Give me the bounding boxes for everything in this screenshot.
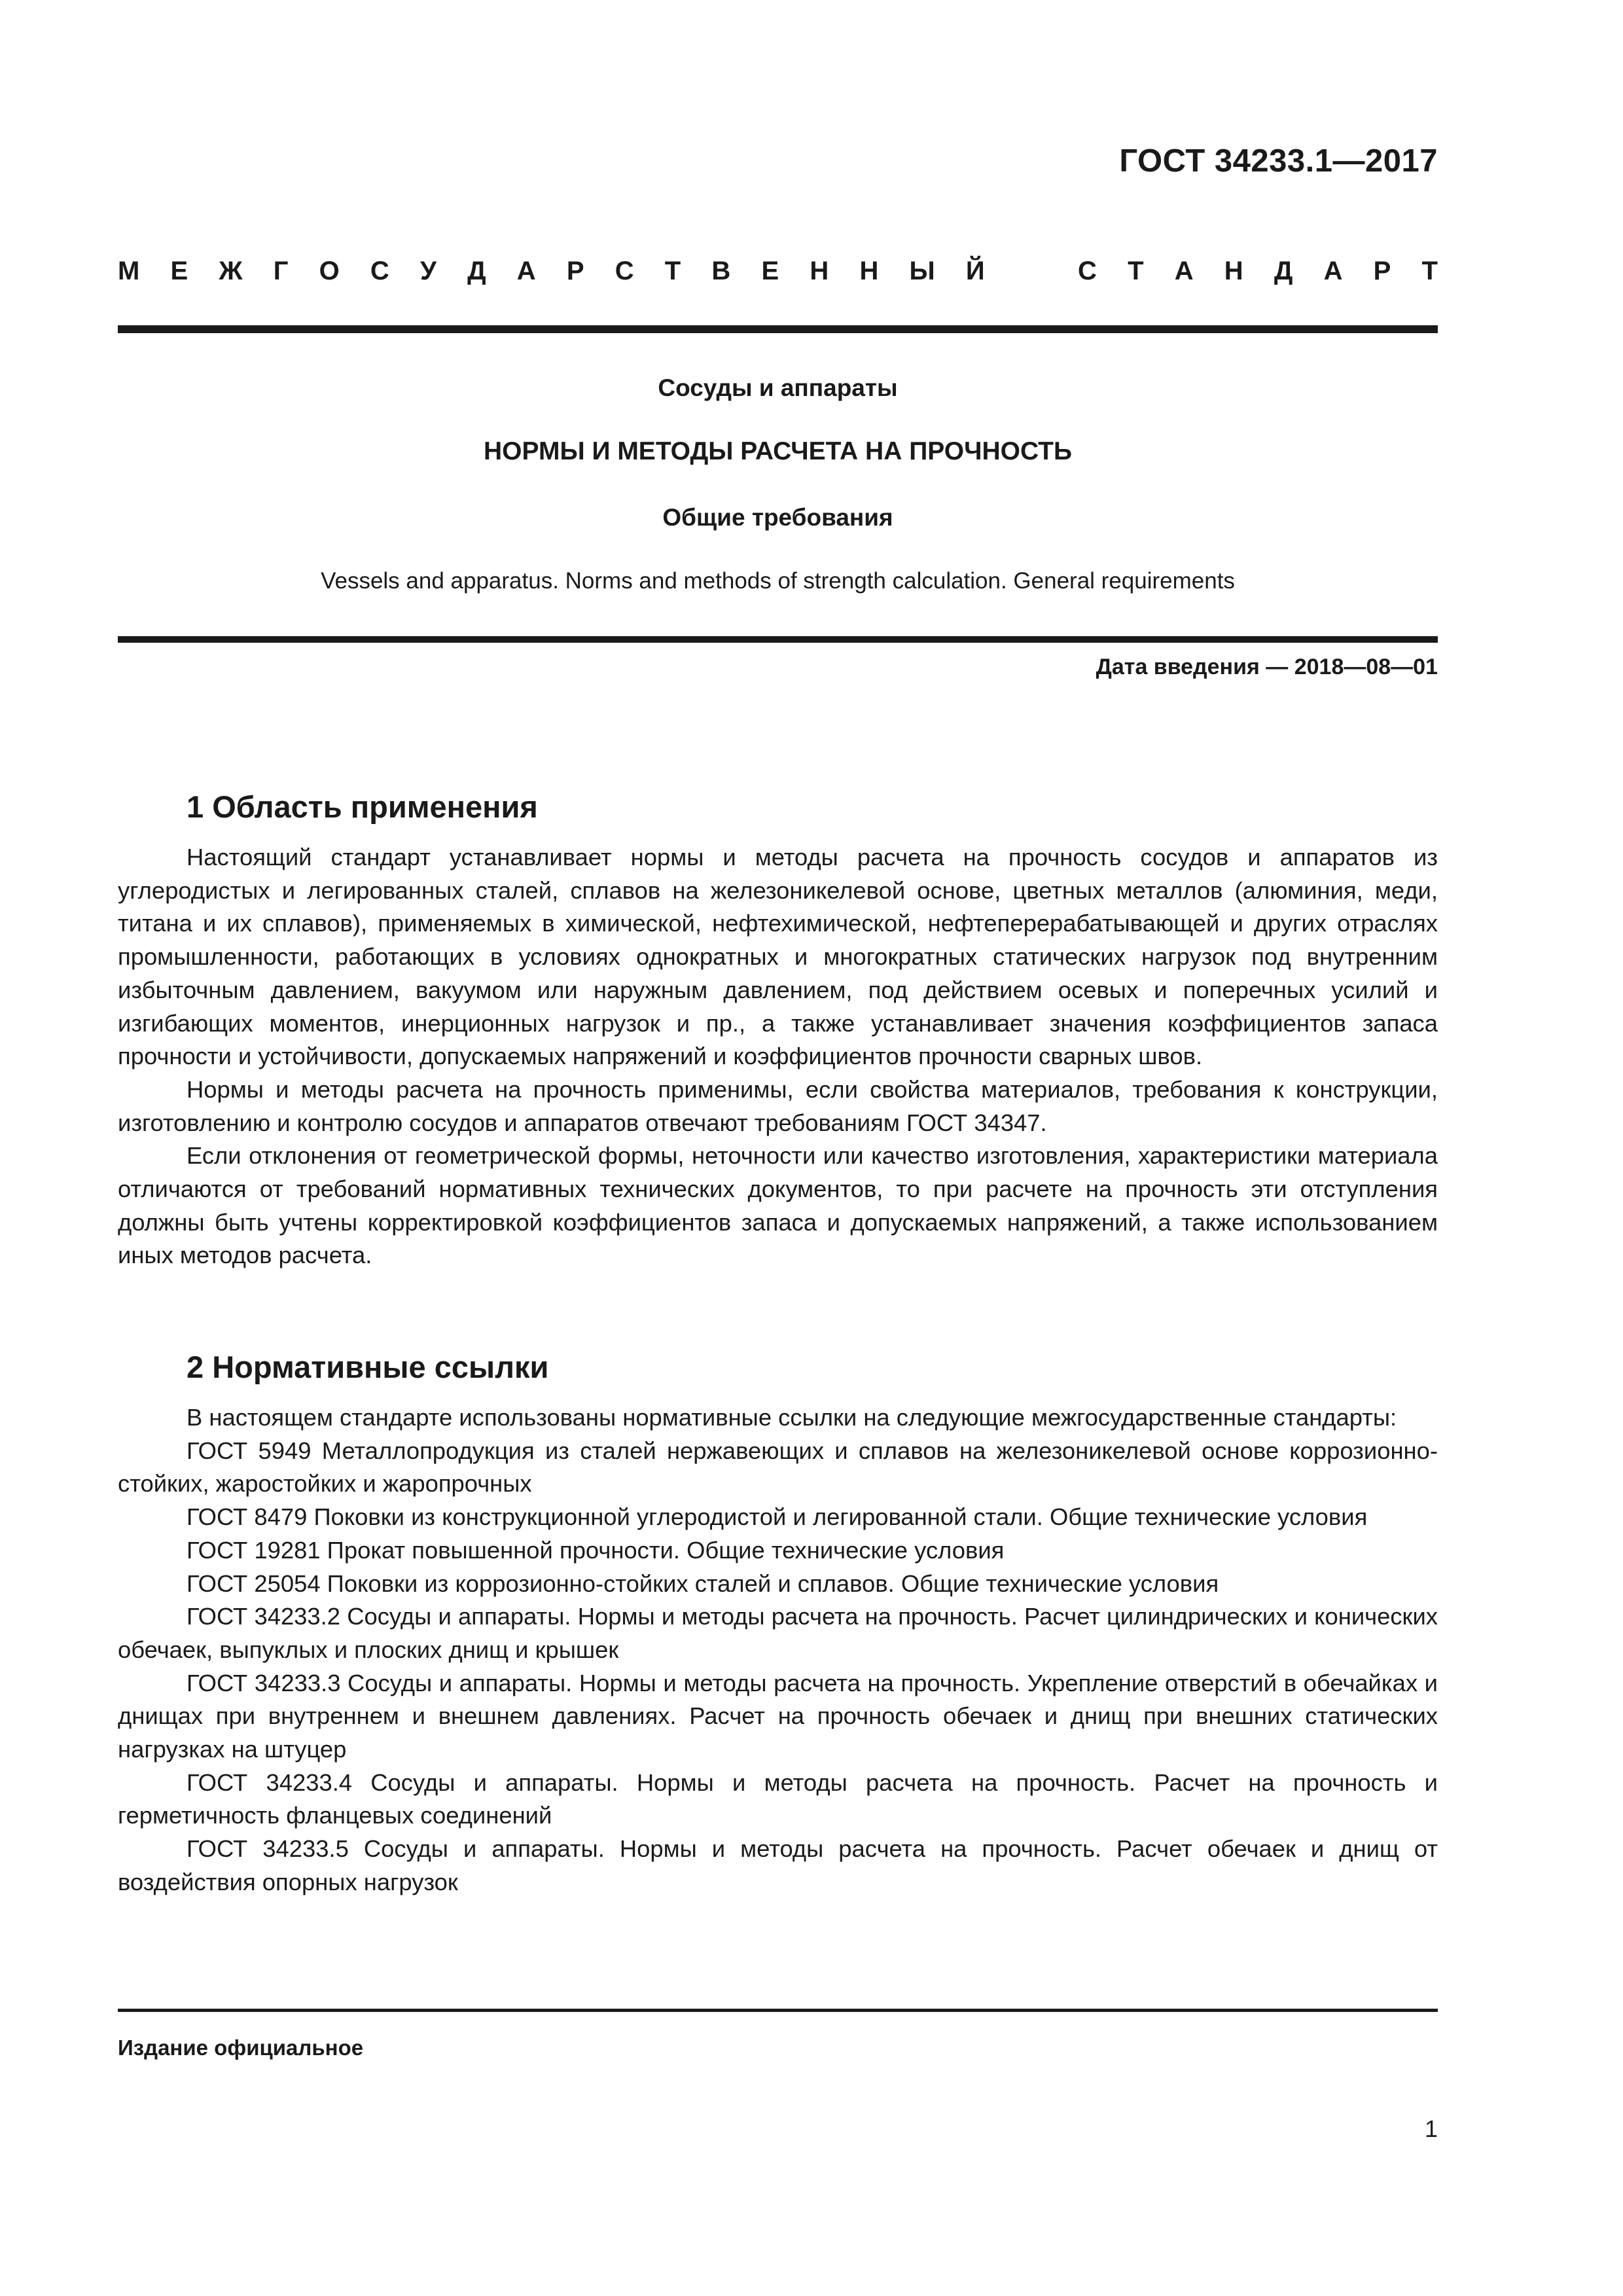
official-edition-label: Издание официальное bbox=[118, 2036, 364, 2060]
banner-letter: А bbox=[516, 257, 536, 285]
document-subject: Сосуды и аппараты bbox=[658, 374, 898, 401]
banner-letter: Ж bbox=[219, 257, 243, 285]
paragraph: Нормы и методы расчета на прочность применимы, если свойства материалов, требования к конструкции, изготовлению и контролю сосудов и аппаратов отвечают требованиям ГОСТ 34347. bbox=[118, 1075, 1438, 1136]
banner-letter: У bbox=[420, 257, 437, 285]
banner-letter: Г bbox=[273, 257, 289, 285]
banner-letter: Р bbox=[566, 257, 584, 285]
banner-letter: С bbox=[370, 257, 389, 285]
section-heading-scope: 1 Область применения bbox=[187, 789, 538, 824]
banner-letter: Т bbox=[1128, 257, 1144, 285]
banner-letter: Н bbox=[810, 257, 829, 285]
introduction-date: Дата введения — 2018—08—01 bbox=[1096, 655, 1438, 679]
banner-letter: С bbox=[1078, 257, 1097, 285]
banner-letter: Ы bbox=[909, 257, 935, 285]
document-title: НОРМЫ И МЕТОДЫ РАСЧЕТА НА ПРОЧНОСТЬ bbox=[483, 437, 1073, 465]
title-divider bbox=[118, 636, 1438, 643]
reference-item: ГОСТ 5949 Металлопродукция из сталей нержавеющих и сплавов на железоникелевой основе коррозионно-стойких, жаростойких и жаропрочных bbox=[118, 1437, 1438, 1498]
banner-letter: Й bbox=[965, 257, 985, 285]
banner-letter: С bbox=[615, 257, 634, 285]
reference-item: ГОСТ 34233.2 Сосуды и аппараты. Нормы и методы расчета на прочность. Расчет цилиндрических и конических обечаек, выпуклых и плоских днищ и крышек bbox=[118, 1603, 1438, 1663]
section-body-scope bbox=[118, 841, 1438, 1272]
page-number: 1 bbox=[1424, 2115, 1438, 2142]
banner-letter: Н bbox=[1224, 257, 1243, 285]
banner-letter: А bbox=[1323, 257, 1343, 285]
document-subtitle: Общие требования bbox=[662, 504, 893, 531]
section-body-references bbox=[118, 1401, 1438, 1899]
banner-letter: Е bbox=[761, 257, 779, 285]
header-divider bbox=[118, 325, 1438, 333]
reference-item: ГОСТ 34233.3 Сосуды и аппараты. Нормы и методы расчета на прочность. Укрепление отверстий в обечайках и днищах при внутреннем и внешнем давлениях. Расчет на прочность обечаек и днищ при внешних статических нагрузках на штуцер bbox=[118, 1669, 1438, 1763]
banner-letter: О bbox=[319, 257, 340, 285]
banner-letter: Т bbox=[1421, 257, 1438, 285]
section-heading-references: 2 Нормативные ссылки bbox=[187, 1350, 549, 1384]
english-title: Vessels and apparatus. Norms and methods of strength calculation. General requirements bbox=[321, 568, 1235, 594]
banner-letter: Е bbox=[170, 257, 188, 285]
banner-letter: В bbox=[711, 257, 731, 285]
footer-divider bbox=[118, 2009, 1438, 2012]
paragraph: В настоящем стандарте использованы нормативные ссылки на следующие межгосударственные стандарты: bbox=[187, 1404, 1397, 1431]
banner-letter: Р bbox=[1373, 257, 1391, 285]
reference-item: ГОСТ 34233.5 Сосуды и аппараты. Нормы и методы расчета на прочность. Расчет обечаек и днищ от воздействия опорных нагрузок bbox=[118, 1835, 1438, 1895]
banner-letter: Н bbox=[859, 257, 879, 285]
banner-letter: М bbox=[118, 257, 140, 285]
banner-letter: А bbox=[1174, 257, 1194, 285]
reference-item: ГОСТ 19281 Прокат повышенной прочности. Общие технические условия bbox=[187, 1536, 1005, 1564]
reference-item: ГОСТ 8479 Поковки из конструкционной углеродистой и легированной стали. Общие технические условия bbox=[187, 1503, 1368, 1531]
banner-word-gap bbox=[1016, 257, 1047, 286]
banner-letter: Д bbox=[467, 257, 486, 285]
standard-type-banner bbox=[118, 257, 1438, 286]
banner-letter: Д bbox=[1274, 257, 1293, 285]
banner-letter: Т bbox=[664, 257, 681, 285]
reference-item: ГОСТ 34233.4 Сосуды и аппараты. Нормы и методы расчета на прочность. Расчет на прочность и герметичность фланцевых соединений bbox=[118, 1768, 1438, 1829]
reference-item: ГОСТ 25054 Поковки из коррозионно-стойких сталей и сплавов. Общие технические условия bbox=[187, 1570, 1219, 1597]
document-number: ГОСТ 34233.1—2017 bbox=[1119, 143, 1438, 179]
paragraph: Настоящий стандарт устанавливает нормы и методы расчета на прочность сосудов и аппаратов из углеродистых и легированных сталей, сплавов на железоникелевой основе, цветных металлов (алюминия, меди, титана и их сплавов), применяемых в химической, нефтехимической, нефтеперерабатывающей и других отраслях промышленности, работающих в условиях однократных и многократных статических нагрузок под внутренним избыточным давлением, вакуумом или наружным давлением, под действием осевых и поперечных усилий и изгибающих моментов, инерционных нагрузок и пр., а также устанавливает значения коэффициентов запаса прочности и устойчивости, допускаемых напряжений и коэффициентов прочности сварных швов. bbox=[118, 844, 1438, 1070]
paragraph: Если отклонения от геометрической формы, неточности или качество изготовления, характеристики материала отличаются от требований нормативных технических документов, то при расчете на прочность эти отступления должны быть учтены корректировкой коэффициентов запаса и допускаемых напряжений, а также использованием иных методов расчета. bbox=[118, 1142, 1438, 1269]
